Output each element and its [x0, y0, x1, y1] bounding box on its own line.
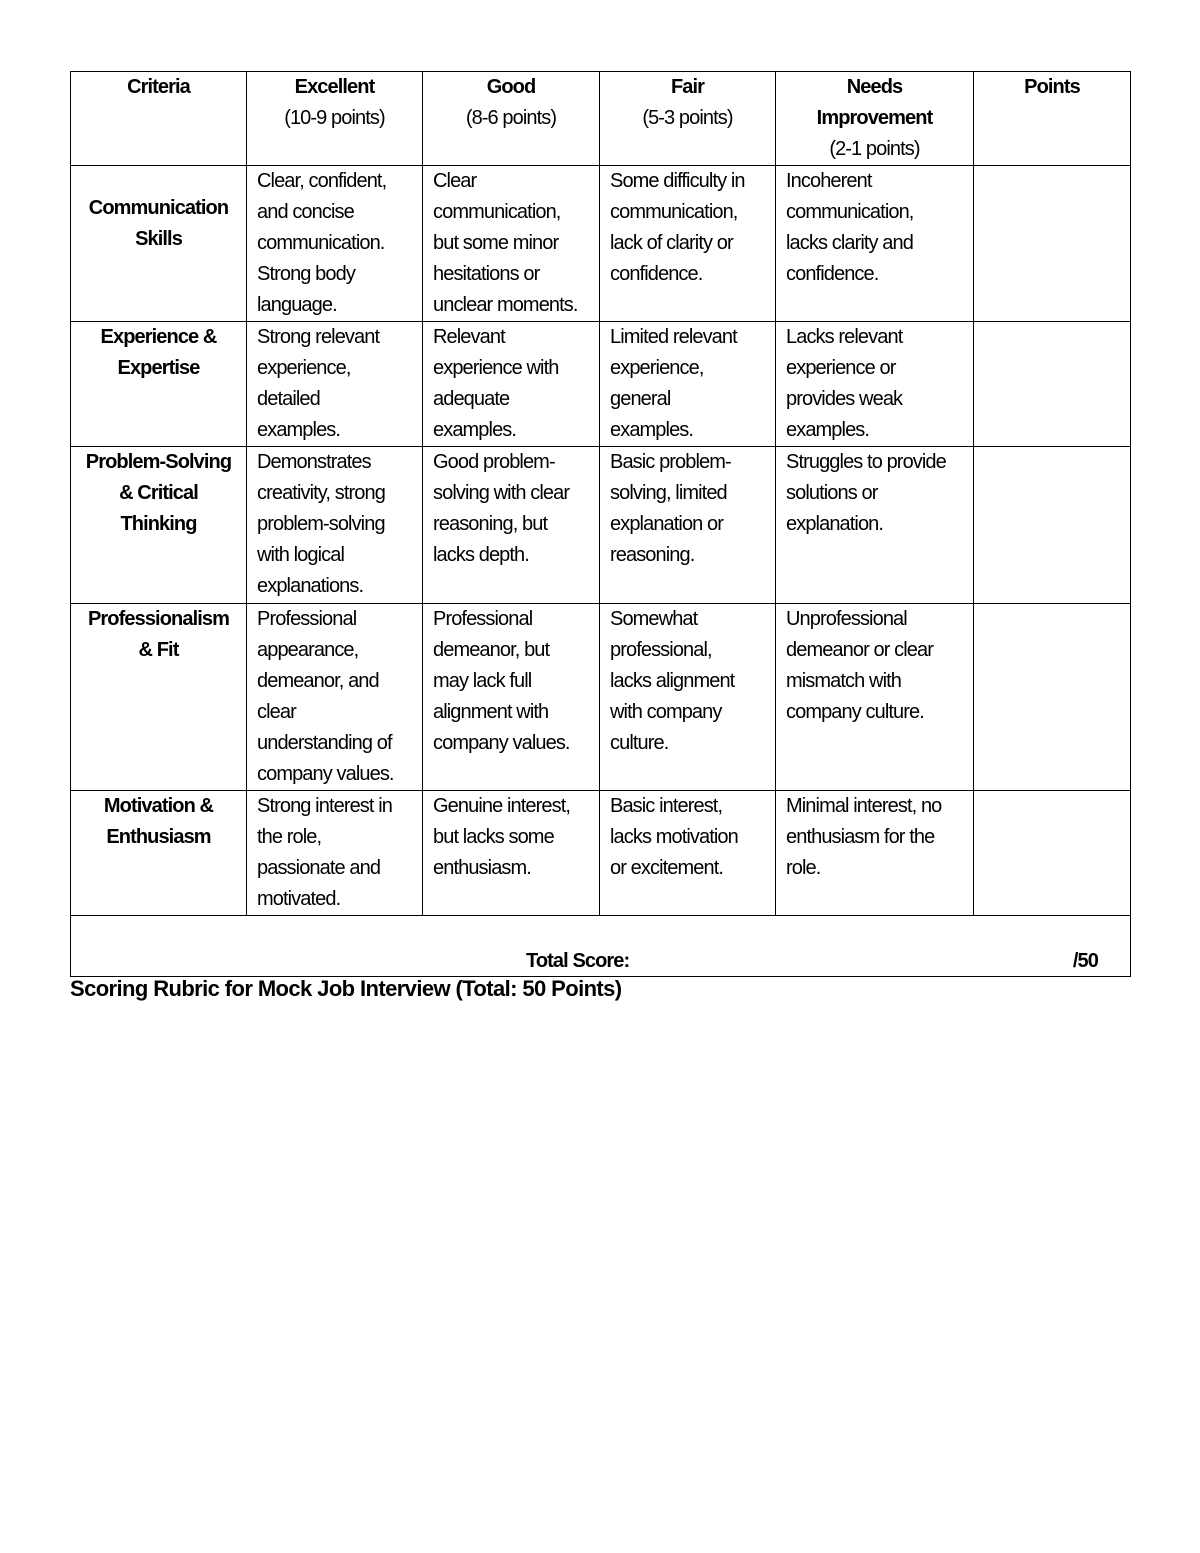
descriptor-cell: Lacks relevant experience or provides weak examples. [776, 322, 974, 447]
descriptor-cell: Genuine interest, but lacks some enthusiasm. [423, 791, 600, 916]
points-cell[interactable] [974, 166, 1131, 322]
header-cell [423, 72, 600, 166]
points-cell[interactable] [974, 447, 1131, 604]
header-range: (5-3 points) [642, 107, 733, 129]
descriptor-cell: Good problem- solving with clear reasoning, but lacks depth. [423, 447, 600, 604]
total-max: /50 [1072, 950, 1098, 972]
descriptor-cell: Somewhat professional, lacks alignment with company culture. [600, 604, 776, 791]
table-row [71, 791, 1131, 916]
criteria-cell: Professionalism & Fit [71, 604, 247, 791]
descriptor-cell: Professional demeanor, but may lack full alignment with company values. [423, 604, 600, 791]
descriptor-cell: Limited relevant experience, general examples. [600, 322, 776, 447]
criteria-cell: Motivation & Enthusiasm [71, 791, 247, 916]
table-row [71, 447, 1131, 604]
criteria-cell: Experience & Expertise [71, 322, 247, 447]
descriptor-cell: Some difficulty in communication, lack of clarity or confidence. [600, 166, 776, 322]
header-title: Excellent [294, 76, 375, 98]
header-range: (8-6 points) [465, 107, 557, 129]
descriptor-cell: Relevant experience with adequate examples. [423, 322, 600, 447]
table-row [71, 322, 1131, 447]
header-range: (2-1 points) [829, 138, 920, 160]
header-cell [776, 72, 974, 166]
points-cell[interactable] [974, 604, 1131, 791]
descriptor-cell: Clear communication, but some minor hesitations or unclear moments. [423, 166, 600, 322]
criteria-cell: Communication Skills [71, 166, 247, 322]
points-cell[interactable] [974, 791, 1131, 916]
total-row [71, 916, 1131, 977]
header-range: (10-9 points) [284, 107, 385, 129]
header-cell [600, 72, 776, 166]
header-cell [71, 72, 247, 166]
header-title: Needs Improvement [816, 76, 933, 129]
descriptor-cell: Professional appearance, demeanor, and clear understanding of company values. [247, 604, 423, 791]
rubric-caption: Scoring Rubric for Mock Job Interview (Total: 50 Points) [70, 976, 622, 1001]
descriptor-cell: Clear, confident, and concise communication. Strong body language. [247, 166, 423, 322]
rubric-table [70, 71, 1131, 977]
descriptor-cell: Unprofessional demeanor or clear mismatch with company culture. [776, 604, 974, 791]
header-title: Criteria [127, 76, 190, 98]
header-title: Points [1024, 76, 1080, 98]
descriptor-cell: Incoherent communication, lacks clarity and confidence. [776, 166, 974, 322]
descriptor-cell: Strong relevant experience, detailed examples. [247, 322, 423, 447]
descriptor-cell: Demonstrates creativity, strong problem-solving with logical explanations. [247, 447, 423, 604]
points-cell[interactable] [974, 322, 1131, 447]
header-cell [247, 72, 423, 166]
total-score-label: Total Score: [526, 950, 630, 972]
descriptor-cell: Strong interest in the role, passionate and motivated. [247, 791, 423, 916]
total-score-field[interactable] [1010, 946, 1098, 977]
table-row [71, 166, 1131, 322]
header-title: Fair [670, 76, 705, 98]
table-row [71, 604, 1131, 791]
descriptor-cell: Basic interest, lacks motivation or excitement. [600, 791, 776, 916]
descriptor-cell: Basic problem- solving, limited explanation or reasoning. [600, 447, 776, 604]
descriptor-cell: Struggles to provide solutions or explanation. [776, 447, 974, 604]
criteria-cell: Problem-Solving & Critical Thinking [71, 447, 247, 604]
header-cell [974, 72, 1131, 166]
header-row [71, 72, 1131, 166]
header-title: Good [486, 76, 536, 98]
descriptor-cell: Minimal interest, no enthusiasm for the role. [776, 791, 974, 916]
